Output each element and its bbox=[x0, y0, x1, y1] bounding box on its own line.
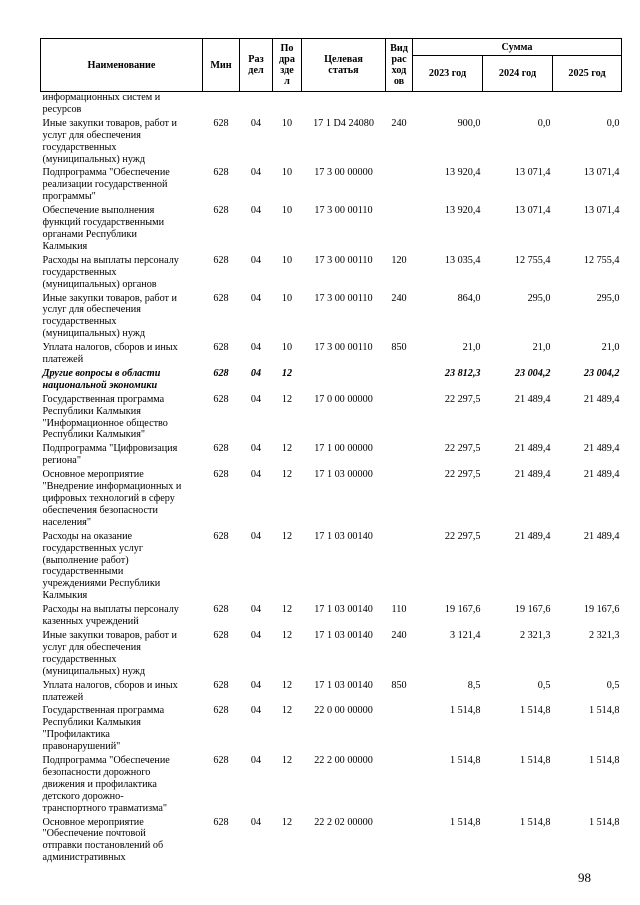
cell-vid bbox=[386, 368, 413, 394]
cell-razdel: 04 bbox=[250, 117, 262, 129]
cell-2025: 21 489,4 bbox=[583, 443, 620, 455]
cell-name: Основное мероприятие "Обеспечение почтовой отправки постановлений об административных bbox=[42, 816, 164, 864]
cell-podrazdel: 12 bbox=[281, 530, 293, 542]
table-row bbox=[41, 604, 622, 630]
cell-podrazdel: 12 bbox=[281, 443, 293, 455]
cell-2024: 1 514,8 bbox=[519, 816, 551, 828]
cell-min: 628 bbox=[213, 705, 229, 717]
cell-target: 17 1 03 00140 bbox=[314, 679, 373, 691]
cell-razdel: 04 bbox=[250, 393, 262, 405]
cell-2023: 22 297,5 bbox=[444, 530, 481, 542]
cell-2024: 1 514,8 bbox=[519, 755, 551, 767]
cell-2024: 13 071,4 bbox=[514, 167, 551, 179]
cell-podrazdel: 12 bbox=[281, 469, 293, 481]
table-row bbox=[41, 755, 622, 817]
cell-min: 628 bbox=[213, 205, 229, 217]
cell-2025: 13 071,4 bbox=[583, 205, 620, 217]
cell-target: 17 0 00 00000 bbox=[314, 393, 373, 405]
cell-2023: 1 514,8 bbox=[449, 755, 481, 767]
cell-name: Иные закупки товаров, работ и услуг для обеспечения государственных (муниципальных) нужд bbox=[42, 117, 177, 165]
cell-2024: 13 071,4 bbox=[514, 205, 551, 217]
cell-razdel: 04 bbox=[250, 205, 262, 217]
cell-2025: 23 004,2 bbox=[583, 367, 620, 379]
cell-min bbox=[203, 92, 240, 118]
cell-name: Уплата налогов, сборов и иных платежей bbox=[42, 342, 178, 366]
cell-target bbox=[302, 92, 386, 118]
cell-min: 628 bbox=[213, 117, 229, 129]
cell-min: 628 bbox=[213, 342, 229, 354]
cell-2025 bbox=[553, 92, 622, 118]
cell-2023: 8,5 bbox=[467, 679, 481, 691]
cell-name: Расходы на оказание государственных услуг (выполнение работ) государственными учреждениями Республики Калмыкия bbox=[42, 530, 161, 602]
cell-target: 22 0 00 00000 bbox=[314, 705, 373, 717]
cell-2025: 21,0 bbox=[601, 342, 620, 354]
cell-2023: 900,0 bbox=[457, 117, 481, 129]
table-row bbox=[41, 293, 622, 343]
table-row bbox=[41, 469, 622, 531]
cell-min: 628 bbox=[213, 443, 229, 455]
cell-target: 17 3 00 00110 bbox=[314, 342, 373, 354]
cell-2023: 3 121,4 bbox=[449, 629, 481, 641]
cell-2025: 12 755,4 bbox=[583, 254, 620, 266]
cell-2025: 19 167,6 bbox=[583, 604, 620, 616]
cell-min: 628 bbox=[213, 604, 229, 616]
table-row bbox=[41, 443, 622, 469]
cell-vid: 850 bbox=[391, 342, 407, 354]
cell-vid bbox=[386, 705, 413, 755]
cell-2023: 1 514,8 bbox=[449, 705, 481, 717]
cell-target: 17 1 03 00140 bbox=[314, 530, 373, 542]
cell-2023: 22 297,5 bbox=[444, 469, 481, 481]
cell-target: 17 1 D4 24080 bbox=[313, 117, 374, 129]
cell-vid: 110 bbox=[391, 604, 407, 616]
col-header-vid: Вид рас ход ов bbox=[386, 39, 413, 92]
cell-2023: 22 297,5 bbox=[444, 443, 481, 455]
table-header bbox=[41, 39, 622, 92]
cell-podrazdel bbox=[273, 92, 302, 118]
cell-name: Другие вопросы в области национальной экономики bbox=[42, 367, 161, 391]
cell-razdel: 04 bbox=[250, 679, 262, 691]
cell-vid bbox=[386, 755, 413, 817]
cell-min: 628 bbox=[213, 292, 229, 304]
cell-2024: 21 489,4 bbox=[514, 443, 551, 455]
cell-podrazdel: 12 bbox=[281, 755, 293, 767]
cell-target: 17 1 03 00140 bbox=[314, 604, 373, 616]
table-row bbox=[41, 342, 622, 368]
cell-podrazdel: 12 bbox=[281, 629, 293, 641]
cell-2023: 19 167,6 bbox=[444, 604, 481, 616]
cell-2024: 0,0 bbox=[537, 117, 551, 129]
cell-min: 628 bbox=[213, 393, 229, 405]
table-row bbox=[41, 705, 622, 755]
cell-vid: 240 bbox=[391, 629, 407, 641]
cell-razdel: 04 bbox=[250, 629, 262, 641]
cell-razdel: 04 bbox=[250, 254, 262, 266]
col-header-2025: 2025 год bbox=[553, 56, 622, 92]
table-body bbox=[41, 92, 622, 867]
cell-2025: 1 514,8 bbox=[588, 816, 620, 828]
table-row bbox=[41, 368, 622, 394]
table-row bbox=[41, 255, 622, 293]
cell-vid bbox=[386, 817, 413, 867]
cell-2024: 0,5 bbox=[537, 679, 551, 691]
cell-razdel: 04 bbox=[250, 342, 262, 354]
cell-2024 bbox=[483, 92, 553, 118]
table-row bbox=[41, 167, 622, 205]
cell-2023: 13 035,4 bbox=[444, 254, 481, 266]
cell-vid: 240 bbox=[391, 292, 407, 304]
cell-2023: 21,0 bbox=[462, 342, 481, 354]
cell-target: 17 3 00 00000 bbox=[314, 167, 373, 179]
cell-podrazdel: 12 bbox=[281, 705, 293, 717]
col-header-target: Целевая статья bbox=[302, 39, 386, 92]
cell-vid bbox=[386, 394, 413, 444]
cell-min: 628 bbox=[213, 679, 229, 691]
cell-vid bbox=[386, 205, 413, 255]
cell-podrazdel: 12 bbox=[281, 604, 293, 616]
cell-name: Основное мероприятие "Внедрение информационных и цифровых технологий в сферу обеспечения безопасности населения" bbox=[42, 469, 182, 528]
col-header-2023: 2023 год bbox=[413, 56, 483, 92]
cell-min: 628 bbox=[213, 629, 229, 641]
cell-min: 628 bbox=[213, 755, 229, 767]
cell-name: Расходы на выплаты персоналу казенных учреждений bbox=[42, 604, 179, 628]
cell-target: 17 3 00 00110 bbox=[314, 254, 373, 266]
cell-target bbox=[302, 368, 386, 394]
cell-razdel: 04 bbox=[250, 755, 262, 767]
cell-name: Обеспечение выполнения функций государственными органами Республики Калмыкия bbox=[42, 205, 165, 252]
cell-min: 628 bbox=[213, 167, 229, 179]
cell-2025: 0,0 bbox=[606, 117, 620, 129]
cell-min: 628 bbox=[213, 530, 229, 542]
cell-podrazdel: 10 bbox=[281, 117, 293, 129]
cell-min: 628 bbox=[213, 469, 229, 481]
cell-podrazdel: 12 bbox=[281, 393, 293, 405]
cell-2023: 13 920,4 bbox=[444, 167, 481, 179]
cell-podrazdel: 10 bbox=[281, 254, 293, 266]
cell-2023 bbox=[413, 92, 483, 118]
table-row bbox=[41, 92, 622, 118]
cell-2024: 295,0 bbox=[527, 292, 551, 304]
cell-name: информационных систем и ресурсов bbox=[42, 92, 161, 115]
cell-2025: 21 489,4 bbox=[583, 530, 620, 542]
cell-2025: 295,0 bbox=[596, 292, 620, 304]
cell-name: Уплата налогов, сборов и иных платежей bbox=[42, 679, 178, 703]
cell-2023: 22 297,5 bbox=[444, 393, 481, 405]
cell-2024: 21,0 bbox=[532, 342, 551, 354]
cell-2024: 21 489,4 bbox=[514, 530, 551, 542]
col-header-razdel: Раз дел bbox=[240, 39, 273, 92]
cell-razdel: 04 bbox=[250, 292, 262, 304]
cell-name: Подпрограмма "Обеспечение безопасности дорожного движения и профилактика детского дорожно- транспортного травматизма" bbox=[42, 755, 170, 814]
cell-vid bbox=[386, 92, 413, 118]
cell-vid bbox=[386, 443, 413, 469]
cell-podrazdel: 12 bbox=[281, 679, 293, 691]
cell-podrazdel: 10 bbox=[281, 342, 293, 354]
cell-vid bbox=[386, 531, 413, 604]
cell-target: 17 1 03 00000 bbox=[314, 469, 373, 481]
col-header-min: Мин bbox=[203, 39, 240, 92]
cell-vid: 240 bbox=[391, 117, 407, 129]
cell-target: 22 2 00 00000 bbox=[314, 755, 373, 767]
table-row bbox=[41, 531, 622, 604]
cell-name: Подпрограмма "Обеспечение реализации государственной программы" bbox=[42, 167, 170, 203]
table-row bbox=[41, 394, 622, 444]
cell-razdel: 04 bbox=[250, 167, 262, 179]
cell-name: Иные закупки товаров, работ и услуг для обеспечения государственных (муниципальных) нужд bbox=[42, 292, 177, 340]
cell-razdel bbox=[240, 92, 273, 118]
table-row bbox=[41, 205, 622, 255]
col-header-podrazdel: По дра зде л bbox=[273, 39, 302, 92]
cell-target: 22 2 02 00000 bbox=[314, 816, 373, 828]
cell-2023: 1 514,8 bbox=[449, 816, 481, 828]
col-header-2024: 2024 год bbox=[483, 56, 553, 92]
cell-2025: 13 071,4 bbox=[583, 167, 620, 179]
cell-2025: 1 514,8 bbox=[588, 755, 620, 767]
cell-2023: 13 920,4 bbox=[444, 205, 481, 217]
cell-min: 628 bbox=[213, 816, 229, 828]
cell-name: Государственная программа Республики Калмыкия "Информационное общество Республики Калмыкия" bbox=[42, 393, 168, 441]
cell-name: Подпрограмма "Цифровизация региона" bbox=[42, 443, 178, 467]
col-header-name: Наименование bbox=[41, 39, 203, 92]
cell-podrazdel: 12 bbox=[281, 367, 293, 379]
table-row bbox=[41, 118, 622, 168]
cell-2025: 2 321,3 bbox=[588, 629, 620, 641]
cell-target: 17 1 00 00000 bbox=[314, 443, 373, 455]
cell-podrazdel: 10 bbox=[281, 167, 293, 179]
cell-2025: 21 489,4 bbox=[583, 469, 620, 481]
cell-razdel: 04 bbox=[250, 705, 262, 717]
cell-podrazdel: 10 bbox=[281, 205, 293, 217]
cell-2024: 23 004,2 bbox=[514, 367, 551, 379]
cell-name: Государственная программа Республики Калмыкия "Профилактика правонарушений" bbox=[42, 705, 165, 753]
cell-min: 628 bbox=[213, 367, 229, 379]
cell-podrazdel: 10 bbox=[281, 292, 293, 304]
cell-2023: 864,0 bbox=[457, 292, 481, 304]
cell-target: 17 1 03 00140 bbox=[314, 629, 373, 641]
cell-razdel: 04 bbox=[250, 469, 262, 481]
cell-vid: 850 bbox=[391, 679, 407, 691]
table-row bbox=[41, 630, 622, 680]
cell-target: 17 3 00 00110 bbox=[314, 205, 373, 217]
cell-name: Иные закупки товаров, работ и услуг для обеспечения государственных (муниципальных) нужд bbox=[42, 629, 177, 677]
cell-razdel: 04 bbox=[250, 816, 262, 828]
table-row bbox=[41, 680, 622, 706]
table-row bbox=[41, 817, 622, 867]
cell-podrazdel: 12 bbox=[281, 816, 293, 828]
cell-vid bbox=[386, 167, 413, 205]
cell-2024: 21 489,4 bbox=[514, 393, 551, 405]
cell-razdel: 04 bbox=[250, 604, 262, 616]
cell-2024: 1 514,8 bbox=[519, 705, 551, 717]
cell-2024: 12 755,4 bbox=[514, 254, 551, 266]
cell-razdel: 04 bbox=[250, 443, 262, 455]
budget-table bbox=[40, 38, 622, 866]
cell-vid: 120 bbox=[391, 254, 407, 266]
cell-2024: 2 321,3 bbox=[519, 629, 551, 641]
cell-2024: 19 167,6 bbox=[514, 604, 551, 616]
cell-name: Расходы на выплаты персоналу государственных (муниципальных) органов bbox=[42, 254, 179, 290]
cell-2024: 21 489,4 bbox=[514, 469, 551, 481]
cell-razdel: 04 bbox=[250, 530, 262, 542]
cell-2025: 21 489,4 bbox=[583, 393, 620, 405]
cell-2025: 1 514,8 bbox=[588, 705, 620, 717]
cell-min: 628 bbox=[213, 254, 229, 266]
cell-2023: 23 812,3 bbox=[444, 367, 481, 379]
col-header-sum: Сумма bbox=[413, 39, 622, 56]
page-number: 98 bbox=[578, 870, 591, 885]
cell-target: 17 3 00 00110 bbox=[314, 292, 373, 304]
cell-vid bbox=[386, 469, 413, 531]
cell-2025: 0,5 bbox=[606, 679, 620, 691]
cell-razdel: 04 bbox=[250, 367, 262, 379]
